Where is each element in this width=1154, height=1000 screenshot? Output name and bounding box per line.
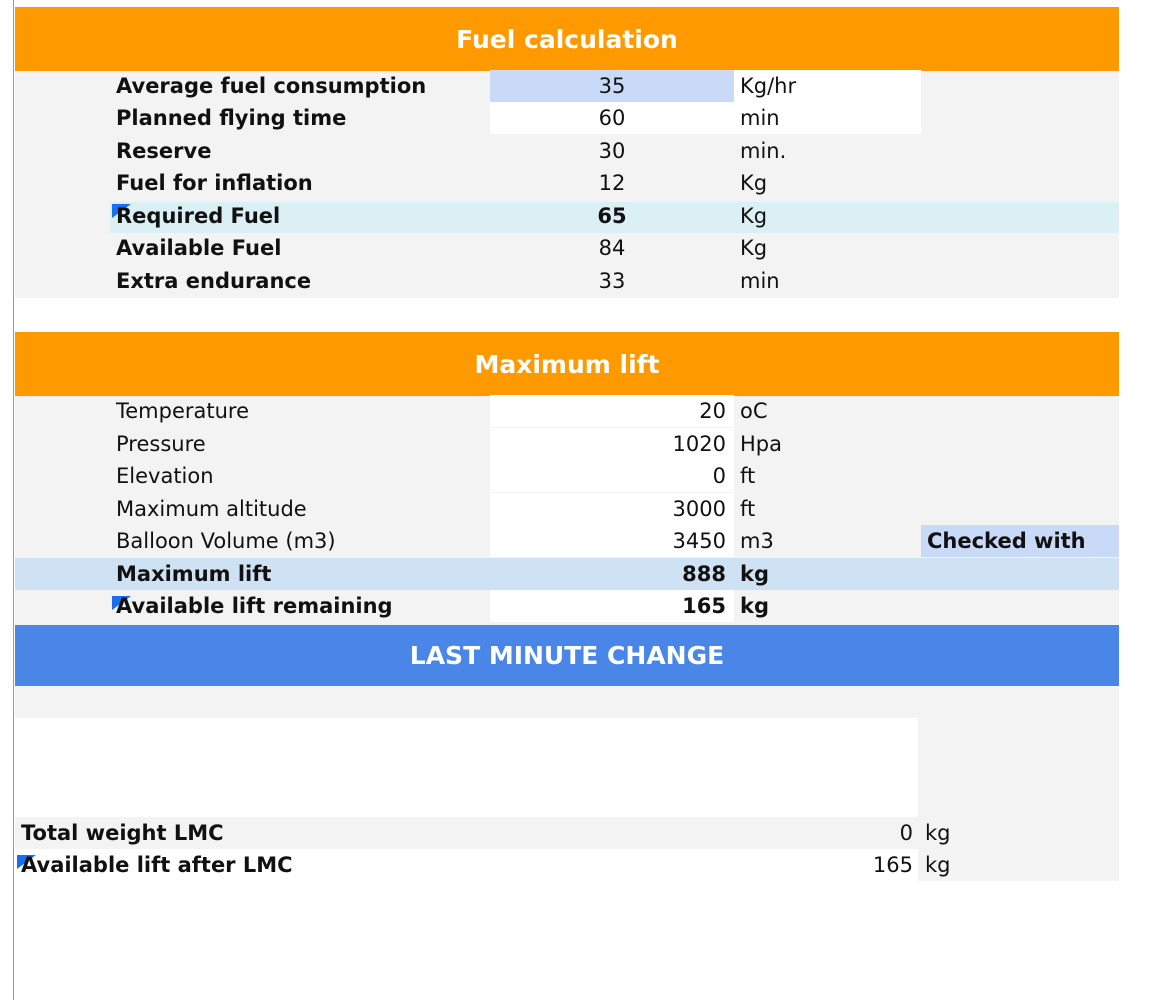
- inflation-cell[interactable]: [490, 167, 734, 199]
- lmc-grey-row: [15, 686, 1119, 718]
- lift-row-maximum-lift: [15, 558, 1119, 590]
- lmc-row-label: Total weight LMC: [21, 821, 224, 845]
- extra-endurance-cell[interactable]: [490, 265, 734, 297]
- lift-row-balloon-volume: [15, 525, 1119, 557]
- lift-row-label: Temperature: [116, 399, 250, 423]
- lift-row-value[interactable]: 20: [699, 399, 726, 423]
- lift-row-unit: ft: [740, 464, 756, 488]
- pressure-input-cell[interactable]: [490, 428, 734, 460]
- fuel-row-value[interactable]: 30: [598, 139, 626, 163]
- lmc-row-unit: kg: [925, 853, 951, 877]
- lift-row-value[interactable]: 1020: [672, 432, 726, 456]
- temperature-input-cell[interactable]: [490, 395, 734, 427]
- fuel-row-unit: Kg: [740, 204, 768, 228]
- lift-row-label: Elevation: [116, 464, 214, 488]
- lift-row-unit: kg: [740, 594, 769, 618]
- last-minute-change-title: LAST MINUTE CHANGE: [409, 641, 725, 670]
- fuel-row-value[interactable]: 65: [597, 204, 627, 228]
- lift-row-unit: Hpa: [740, 432, 782, 456]
- fuel-row-unit: min: [740, 106, 780, 130]
- fuel-row-label: Planned flying time: [116, 106, 347, 130]
- fuel-row-label: Fuel for inflation: [116, 171, 313, 195]
- lift-row-unit: m3: [740, 529, 774, 553]
- available-lift-cell[interactable]: [490, 590, 734, 622]
- sheet-left-border: [13, 0, 14, 1000]
- lift-row-elevation: [15, 460, 1119, 492]
- lift-row-label: Balloon Volume (m3): [116, 529, 336, 553]
- lmc-row-value[interactable]: 0: [899, 821, 913, 845]
- fuel-row-reserve: [15, 135, 1119, 167]
- fuel-row-unit: Kg/hr: [740, 74, 797, 98]
- lift-row-value[interactable]: 3000: [672, 497, 726, 521]
- reserve-cell[interactable]: [490, 135, 734, 167]
- balloon-volume-input-cell[interactable]: [490, 525, 734, 557]
- lift-row-label: Available lift remaining: [116, 594, 393, 618]
- fuel-row-value[interactable]: 33: [598, 269, 626, 293]
- lift-row-value[interactable]: 165: [682, 594, 726, 618]
- fuel-row-label: Required Fuel: [116, 204, 281, 228]
- lift-row-label: Maximum altitude: [116, 497, 307, 521]
- maximum-lift-title: Maximum lift: [474, 349, 660, 379]
- fuel-row-unit: Kg: [740, 171, 768, 195]
- lift-row-value[interactable]: 888: [682, 562, 726, 586]
- lmc-row-unit: kg: [925, 821, 951, 845]
- available-fuel-cell[interactable]: [490, 232, 734, 264]
- fuel-row-value[interactable]: 12: [598, 171, 626, 195]
- lmc-row-label: Available lift after LMC: [21, 853, 293, 877]
- fuel-row-label: Extra endurance: [116, 269, 312, 293]
- lmc-row-value[interactable]: 165: [872, 853, 913, 877]
- fuel-row-extra-endurance: [15, 265, 1119, 297]
- max-altitude-input-cell[interactable]: [490, 493, 734, 525]
- lmc-right-column: [918, 718, 1119, 818]
- fuel-calculation-title: Fuel calculation: [456, 24, 678, 54]
- required-fuel-cell[interactable]: [490, 200, 734, 232]
- lmc-row-available-lift: [15, 849, 1119, 881]
- lift-row-pressure: [15, 428, 1119, 460]
- maximum-lift-header: [15, 332, 1119, 396]
- fuel-row-value[interactable]: 84: [598, 236, 626, 260]
- fuel-row-label: Available Fuel: [116, 236, 282, 260]
- lift-row-label: Pressure: [116, 432, 206, 456]
- fuel-row-label: Reserve: [116, 139, 212, 163]
- lift-row-unit: ft: [740, 497, 756, 521]
- fuel-row-required-fuel: [15, 200, 1119, 232]
- flying-time-input-cell[interactable]: [490, 102, 734, 134]
- lift-row-unit: kg: [740, 562, 769, 586]
- lmc-entry-area[interactable]: [15, 718, 918, 818]
- lift-row-max-altitude: [15, 493, 1119, 525]
- fuel-row-flying-time: [15, 102, 1119, 134]
- lift-row-value[interactable]: 3450: [672, 529, 726, 553]
- fuel-row-unit: Kg: [740, 236, 768, 260]
- lift-row-unit: oC: [740, 399, 768, 423]
- fuel-calculation-header: [15, 7, 1119, 71]
- elevation-input-cell[interactable]: [490, 460, 734, 492]
- last-minute-change-header: [15, 625, 1119, 686]
- lift-row-temperature: [15, 395, 1119, 427]
- fuel-row-unit: min.: [740, 139, 787, 163]
- fuel-row-unit: min: [740, 269, 780, 293]
- lift-row-available-remaining: [15, 590, 1119, 622]
- lift-row-label: Maximum lift: [116, 562, 272, 586]
- checked-with-fm-note: Checked with: [921, 525, 1119, 557]
- lift-row-value[interactable]: 0: [712, 464, 726, 488]
- fuel-row-inflation: [15, 167, 1119, 199]
- fuel-row-available-fuel: [15, 232, 1119, 264]
- fuel-row-label: Average fuel consumption: [116, 74, 427, 98]
- lmc-row-total-weight: [15, 817, 1119, 849]
- fuel-row-value[interactable]: 35: [598, 74, 626, 98]
- maximum-lift-cell[interactable]: [490, 558, 734, 590]
- fuel-row-average-consumption: [15, 70, 1119, 102]
- fuel-row-value[interactable]: 60: [598, 106, 626, 130]
- fuel-consumption-input-cell[interactable]: [490, 70, 734, 102]
